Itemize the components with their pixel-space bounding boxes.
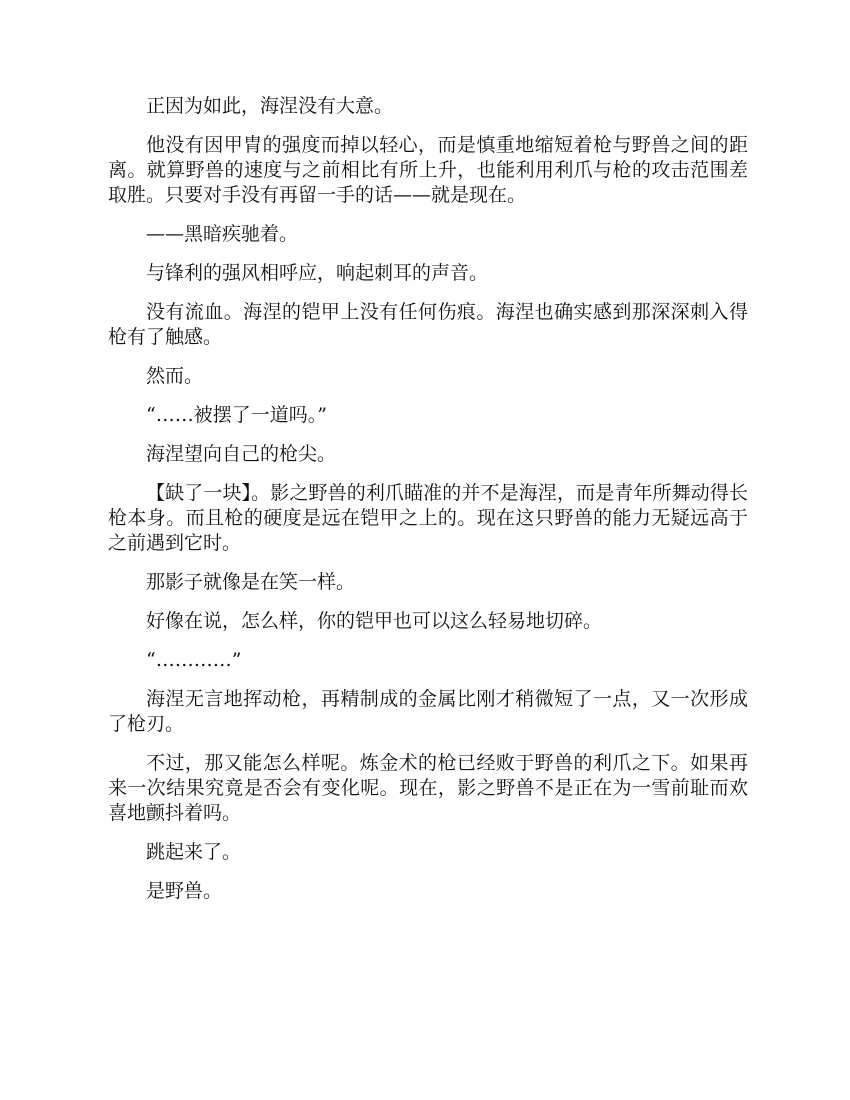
- paragraph: 正因为如此，海涅没有大意。: [146, 95, 394, 117]
- paragraph: 【缺了一块】。影之野兽的利爪瞄准的并不是海涅，而是青年所舞动得长枪本身。而且枪的硬度是远在铠甲之上的。现在这只野兽的能力无疑远高于之前遇到它时。: [108, 482, 748, 554]
- paragraph: 与锋利的强风相呼应，响起刺耳的声音。: [146, 262, 489, 284]
- paragraph: ——黑暗疾驰着。: [146, 223, 299, 245]
- paragraph: 不过，那又能怎么样呢。炼金术的枪已经败于野兽的利爪之下。如果再来一次结果究竟是否会有变化呢。现在，影之野兽不是正在为一雪前耻而欢喜地颤抖着吗。: [108, 752, 748, 824]
- paragraph: 是野兽。: [146, 880, 223, 902]
- paragraph: 跳起来了。: [146, 841, 242, 863]
- paragraph: “……被摆了一道吗。”: [146, 404, 327, 426]
- paragraph: “…………”: [146, 649, 242, 671]
- paragraph: 海涅望向自己的枪尖。: [146, 443, 337, 465]
- paragraph: 他没有因甲胄的强度而掉以轻心，而是慎重地缩短着枪与野兽之间的距离。就算野兽的速度与之前相比有所上升，也能利用利爪与枪的攻击范围差取胜。只要对手没有再留一手的话——就是现在。: [108, 134, 748, 206]
- paragraph: 那影子就像是在笑一样。: [146, 571, 356, 593]
- paragraph: 海涅无言地挥动枪，再精制成的金属比刚才稍微短了一点，又一次形成了枪刃。: [108, 688, 748, 735]
- document-page: [108, 94, 748, 918]
- paragraph: 好像在说，怎么样，你的铠甲也可以这么轻易地切碎。: [146, 610, 603, 632]
- paragraph: 没有流血。海涅的铠甲上没有任何伤痕。海涅也确实感到那深深刺入得枪有了触感。: [108, 301, 748, 348]
- paragraph: 然而。: [146, 365, 204, 387]
